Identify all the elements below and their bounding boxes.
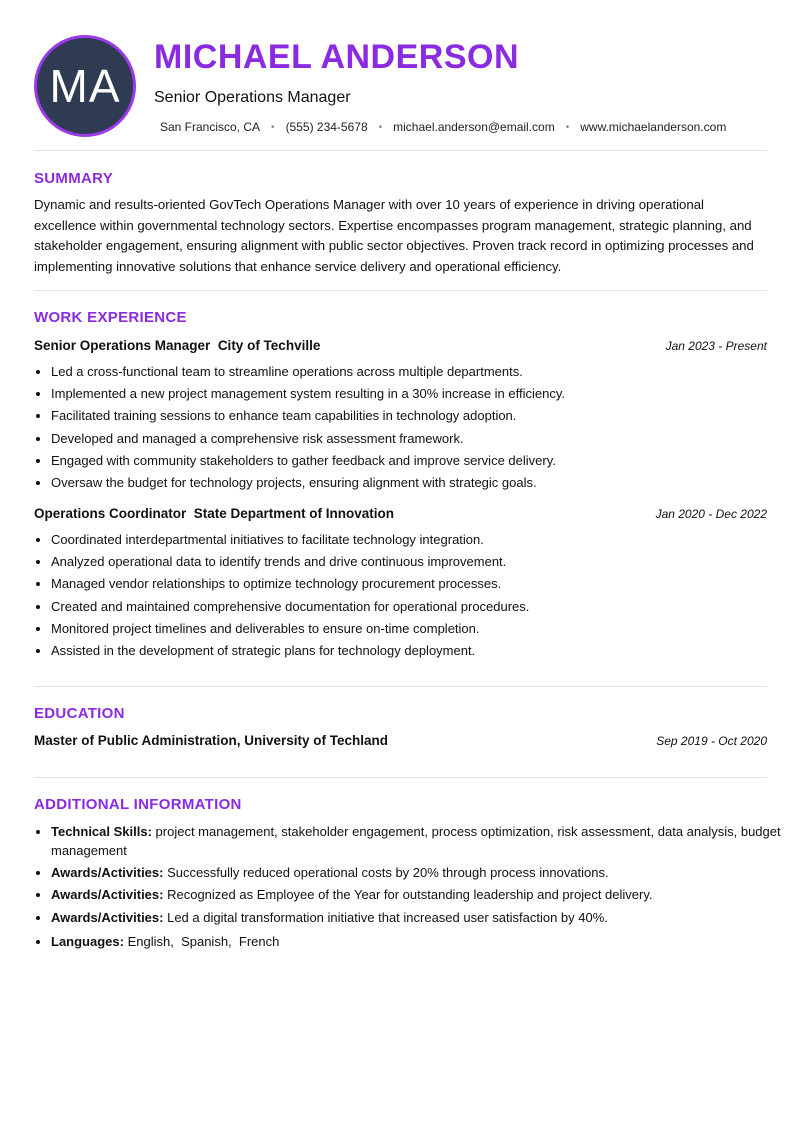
job-role: Senior Operations Manager (34, 338, 211, 353)
list-item (51, 863, 786, 882)
contact-location: San Francisco, CA (160, 120, 261, 134)
list-item: • Facilitated training sessions to enhance team capabilities in technology adoption. (51, 405, 786, 427)
job-org: State Department of Innovation (193, 506, 395, 521)
list-item (51, 822, 786, 860)
list-item (51, 932, 786, 951)
info-label: Awards/Activities: (51, 909, 164, 925)
list-item (51, 885, 786, 904)
contact-website[interactable]: www.michaelanderson.com (580, 120, 727, 134)
info-text: Led a digital transformation initiative that increased user satisfaction by 40%. (167, 909, 608, 925)
education-heading: EDUCATION (34, 705, 125, 722)
list-item: • Led a cross-functional team to streamline operations across multiple departments. (51, 361, 786, 383)
avatar-initials: MA (49, 60, 121, 112)
info-label: Awards/Activities: (51, 865, 164, 881)
list-item: • Managed vendor relationships to optimize technology procurement processes. (51, 573, 786, 595)
job-bullets (34, 529, 786, 662)
list-item: • Coordinated interdepartmental initiatives to facilitate technology integration. (51, 529, 786, 551)
divider (34, 777, 767, 778)
job-dates: Jan 2020 - Dec 2022 (655, 507, 767, 521)
additional-info-list (34, 822, 786, 954)
education-entry (34, 733, 767, 748)
info-label: Languages: (51, 933, 124, 949)
list-item: • Developed and managed a comprehensive risk assessment framework. (51, 428, 786, 450)
list-item: • Implemented a new project management system resulting in a 30% increase in efficiency. (51, 383, 786, 405)
list-item: • Created and maintained comprehensive documentation for operational procedures. (51, 596, 786, 618)
info-text: project management, stakeholder engagement, process optimization, risk assessment, data analysis, budget management (51, 824, 781, 858)
list-item: • Assisted in the development of strategic plans for technology deployment. (51, 640, 786, 662)
work-experience-heading: WORK EXPERIENCE (34, 309, 187, 326)
summary-heading: SUMMARY (34, 170, 114, 187)
job-role: Operations Coordinator (34, 506, 187, 521)
candidate-name: MICHAEL ANDERSON (154, 38, 520, 76)
divider (34, 290, 767, 291)
info-label: Technical Skills: (51, 824, 152, 839)
list-item: • Analyzed operational data to identify trends and drive continuous improvement. (51, 551, 786, 573)
list-item: • Oversaw the budget for technology projects, ensuring alignment with strategic goals. (51, 472, 786, 494)
info-text: English, Spanish, French (127, 933, 280, 949)
info-text: Successfully reduced operational costs by 20% through process innovations. (167, 865, 609, 881)
info-text: Recognized as Employee of the Year for outstanding leadership and project delivery. (167, 887, 653, 903)
job-dates: Jan 2023 - Present (665, 339, 767, 353)
list-item (51, 908, 786, 927)
list-item: • Engaged with community stakeholders to gather feedback and improve service delivery. (51, 450, 786, 472)
contact-separator: • (565, 121, 570, 133)
summary-text: Dynamic and results-oriented GovTech Operations Manager with over 10 years of experience in driving operational excellence within governmental technology sectors. Expertise encompasses program management, strategic planning, and stakeholder engagement, ensuring alignment with public sector objectives. Proven track record in optimizing processes and implementing innovative solutions that enhance service delivery and operational efficiency. (34, 197, 754, 274)
avatar (34, 35, 136, 137)
contact-separator: • (271, 121, 275, 133)
contact-phone: (555) 234-5678 (285, 120, 368, 134)
contact-email[interactable]: michael.anderson@email.com (393, 120, 555, 134)
additional-info-heading: ADDITIONAL INFORMATION (34, 796, 242, 813)
contact-info (160, 120, 726, 134)
education-degree: Master of Public Administration, University of Techland (34, 733, 389, 748)
list-item: • Monitored project timelines and deliverables to ensure on-time completion. (51, 618, 786, 640)
divider (34, 150, 767, 151)
candidate-title: Senior Operations Manager (154, 89, 351, 106)
job-org: City of Techville (217, 338, 321, 353)
education-dates: Sep 2019 - Oct 2020 (656, 734, 767, 748)
divider (34, 686, 767, 687)
info-label: Awards/Activities: (51, 887, 164, 903)
job-header (34, 506, 767, 521)
job-bullets (34, 361, 786, 494)
job-header (34, 338, 767, 353)
contact-separator: • (378, 121, 383, 133)
